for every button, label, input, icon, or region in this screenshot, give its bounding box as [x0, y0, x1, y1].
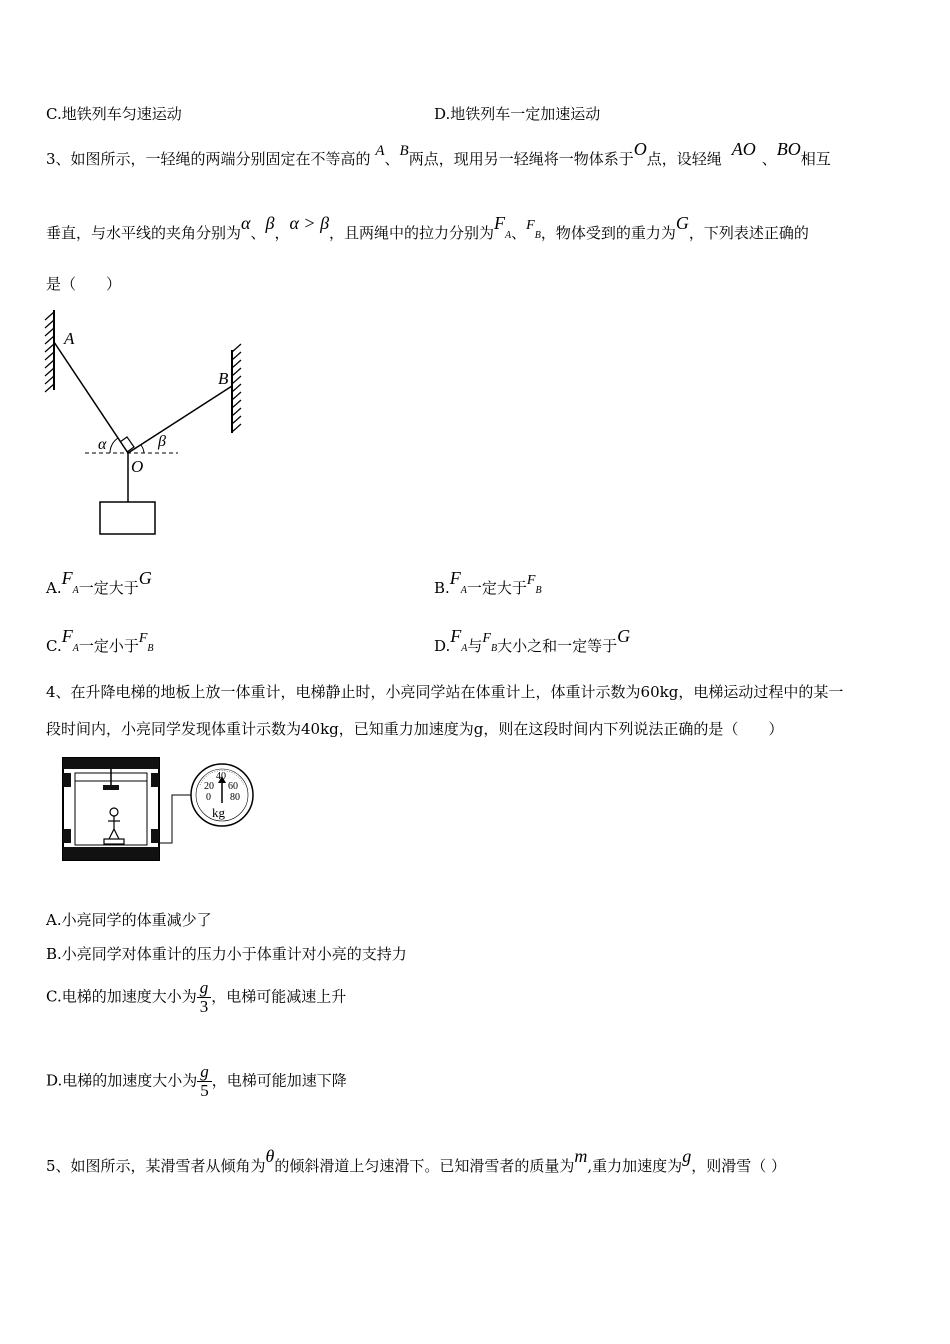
- dial-tick-80: 80: [230, 792, 240, 803]
- q3-text: 点，设轻绳: [646, 150, 722, 168]
- q4-option-a: A.小亮同学的体重减少了: [46, 911, 212, 929]
- dial-tick-0: 0: [206, 792, 211, 803]
- q5-stem: [46, 1146, 786, 1176]
- q4-stem-line1: 4、在升降电梯的地板上放一体重计，电梯静止时，小亮同学站在体重计上，体重计示数为60kg，电梯运动过程中的某一: [46, 683, 844, 701]
- var-g: G: [138, 568, 152, 588]
- var-o: O: [633, 139, 647, 159]
- sep: 、: [511, 224, 527, 242]
- var-theta: θ: [265, 1146, 275, 1166]
- var-fa: F: [61, 626, 73, 646]
- fraction-g-over-5: [197, 1063, 212, 1100]
- var-m: m: [574, 1146, 588, 1166]
- var-fb-sub: B: [534, 230, 541, 241]
- q4-option-b: B.小亮同学对体重计的压力小于体重计对小亮的支持力: [46, 945, 407, 963]
- q3-option-b: [434, 568, 542, 598]
- q5-text: 5、如图所示，某滑雪者从倾角为: [46, 1157, 266, 1175]
- q3-stem-line1: [46, 139, 831, 169]
- q3-rope-figure: [40, 300, 250, 545]
- var-sub: A: [72, 643, 79, 654]
- q3-stem-line2: [46, 213, 809, 243]
- option-letter: C.: [46, 637, 62, 655]
- q3-stem-line3: 是（ ）: [46, 275, 122, 293]
- q4-elevator-figure: [60, 755, 260, 867]
- option-text: 一定小于: [78, 637, 139, 655]
- option-letter: D.: [434, 637, 451, 655]
- q3-text: ，物体受到的重力为: [540, 224, 676, 242]
- q2-option-c: C.地铁列车匀速运动: [46, 105, 182, 123]
- var-fb: F: [526, 218, 535, 233]
- bathroom-scale: [104, 839, 124, 844]
- var-sub: B: [535, 585, 542, 596]
- q2-option-d: D.地铁列车一定加速运动: [434, 105, 601, 123]
- var-g: g: [682, 1146, 692, 1166]
- label-alpha: α: [98, 436, 107, 453]
- var-g: G: [617, 626, 631, 646]
- sep: 、: [761, 150, 777, 168]
- option-letter: B.: [434, 579, 450, 597]
- var-fb: F: [482, 631, 491, 646]
- sep: ，: [274, 224, 290, 242]
- option-text: ，电梯可能加速下降: [211, 1071, 347, 1090]
- option-text: C.电梯的加速度大小为: [46, 987, 197, 1006]
- option-text: 一定大于: [466, 579, 527, 597]
- var-fa: F: [450, 626, 462, 646]
- var-a: A: [375, 143, 385, 159]
- q3-number: 3、: [46, 150, 71, 168]
- q5-text: 的倾斜滑道上匀速滑下。已知滑雪者的质量为: [274, 1157, 575, 1175]
- var-fb: F: [526, 573, 536, 588]
- fraction-g-over-3: [197, 979, 212, 1016]
- var-sub: B: [490, 643, 498, 654]
- q3-option-a: [46, 568, 152, 598]
- option-text: 一定大于: [78, 579, 139, 597]
- q4-stem-line2: 段时间内，小亮同学发现体重计示数为40kg，已知重力加速度为g，则在这段时间内下列说法正确的是（ ）: [46, 720, 784, 738]
- q3-text: 如图所示，一轻绳的两端分别固定在不等高的: [70, 150, 371, 168]
- option-text: ，电梯可能减速上升: [211, 987, 347, 1006]
- var-fa: F: [494, 213, 506, 233]
- dial-unit: kg: [212, 805, 225, 820]
- option-letter: A.: [46, 579, 62, 597]
- q5-text: ，则滑雪（ ）: [691, 1157, 786, 1175]
- var-bo: BO: [776, 139, 801, 159]
- sep: 、: [250, 224, 266, 242]
- var-alpha: α: [241, 213, 251, 233]
- rope-bo: [128, 386, 232, 453]
- dial-tick-60: 60: [228, 781, 238, 792]
- q3-text: 两点，现用另一轻绳将一物体系于: [408, 150, 634, 168]
- option-text: 大小之和一定等于: [497, 637, 618, 655]
- q5-text: ,重力加速度为: [587, 1157, 683, 1175]
- var-sub: B: [147, 643, 154, 654]
- option-text: 与: [467, 637, 483, 655]
- var-fa: F: [61, 568, 73, 588]
- rope-ao: [54, 342, 128, 453]
- hanging-box: [100, 502, 155, 534]
- var-sub: A: [461, 643, 468, 654]
- var-sub: A: [72, 585, 79, 596]
- sep: 、: [384, 150, 400, 168]
- label-beta: β: [158, 433, 166, 450]
- dial-tick-20: 20: [204, 781, 214, 792]
- var-condition: α > β: [289, 213, 330, 233]
- q3-option-c: [46, 626, 154, 656]
- q3-text: 垂直，与水平线的夹角分别为: [46, 224, 242, 242]
- var-sub: A: [460, 585, 467, 596]
- var-fb: F: [138, 631, 148, 646]
- q3-text: 相互: [800, 150, 831, 168]
- q3-option-d: [434, 626, 631, 656]
- var-g: G: [675, 213, 689, 233]
- fraction-numerator: g: [197, 979, 212, 998]
- fraction-numerator: g: [197, 1063, 212, 1082]
- option-text: D.电梯的加速度大小为: [46, 1071, 198, 1090]
- var-ao: AO: [731, 139, 756, 159]
- fraction-denominator: 5: [200, 1081, 209, 1100]
- label-o: O: [131, 457, 144, 476]
- q3-text: ，且两绳中的拉力分别为: [329, 224, 495, 242]
- q3-text: ，下列表述正确的: [688, 224, 809, 242]
- var-beta: β: [265, 213, 275, 233]
- dial-tick-40: 40: [216, 771, 226, 782]
- fraction-denominator: 3: [199, 997, 209, 1016]
- var-b: B: [399, 143, 409, 159]
- label-b: B: [218, 369, 229, 388]
- q4-option-d: [46, 1063, 347, 1100]
- var-fa-sub: A: [505, 230, 512, 241]
- var-fa: F: [449, 568, 461, 588]
- q4-option-c: [46, 979, 346, 1016]
- label-a: A: [64, 329, 75, 348]
